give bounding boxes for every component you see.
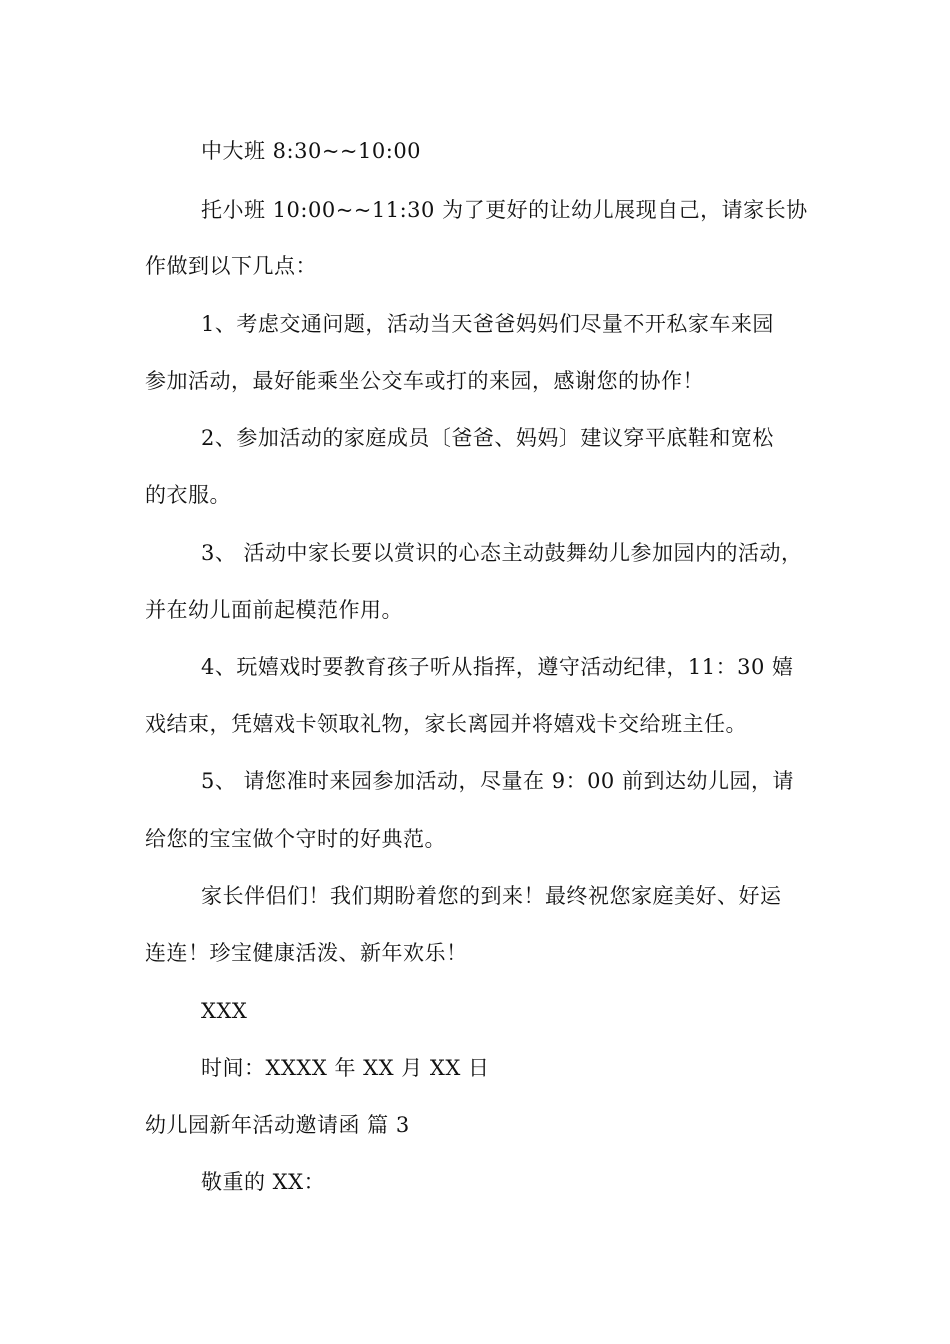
schedule-nursery-line-1: 托小班 10:00~~11:30 为了更好的让幼儿展现自己，请家长协 — [201, 198, 808, 222]
note-2-line-1: 2、参加活动的家庭成员〔爸爸、妈妈〕建议穿平底鞋和宽松 — [201, 426, 774, 450]
schedule-middle-large-class: 中大班 8:30~~10:00 — [201, 139, 422, 163]
note-5-line-1: 5、 请您准时来园参加活动，尽量在 9：00 前到达幼儿园，请 — [201, 769, 794, 793]
section-title: 幼儿园新年活动邀请函 篇 3 — [145, 1113, 410, 1137]
schedule-nursery-line-2: 作做到以下几点： — [145, 254, 317, 278]
note-3-line-1: 3、 活动中家长要以赏识的心态主动鼓舞幼儿参加园内的活动， — [201, 541, 803, 565]
signature-date: 时间：XXXX 年 XX 月 XX 日 — [201, 1056, 490, 1080]
note-2-line-2: 的衣服。 — [145, 483, 231, 507]
note-4-line-1: 4、玩嬉戏时要教育孩子听从指挥，遵守活动纪律，11：30 嬉 — [201, 655, 794, 679]
closing-line-2: 连连！珍宝健康活泼、新年欢乐！ — [145, 941, 468, 965]
note-1-line-2: 参加活动，最好能乘坐公交车或打的来园，感谢您的协作！ — [145, 369, 704, 393]
salutation: 敬重的 XX： — [201, 1170, 326, 1194]
note-5-line-2: 给您的宝宝做个守时的好典范。 — [145, 827, 446, 851]
note-1-line-1: 1、考虑交通问题，活动当天爸爸妈妈们尽量不开私家车来园 — [201, 312, 774, 336]
note-3-line-2: 并在幼儿面前起模范作用。 — [145, 598, 403, 622]
note-4-line-2: 戏结束，凭嬉戏卡领取礼物，家长离园并将嬉戏卡交给班主任。 — [145, 712, 747, 736]
closing-line-1: 家长伴侣们！我们期盼着您的到来！最终祝您家庭美好、好运 — [201, 884, 782, 908]
signature-name: XXX — [201, 999, 248, 1023]
